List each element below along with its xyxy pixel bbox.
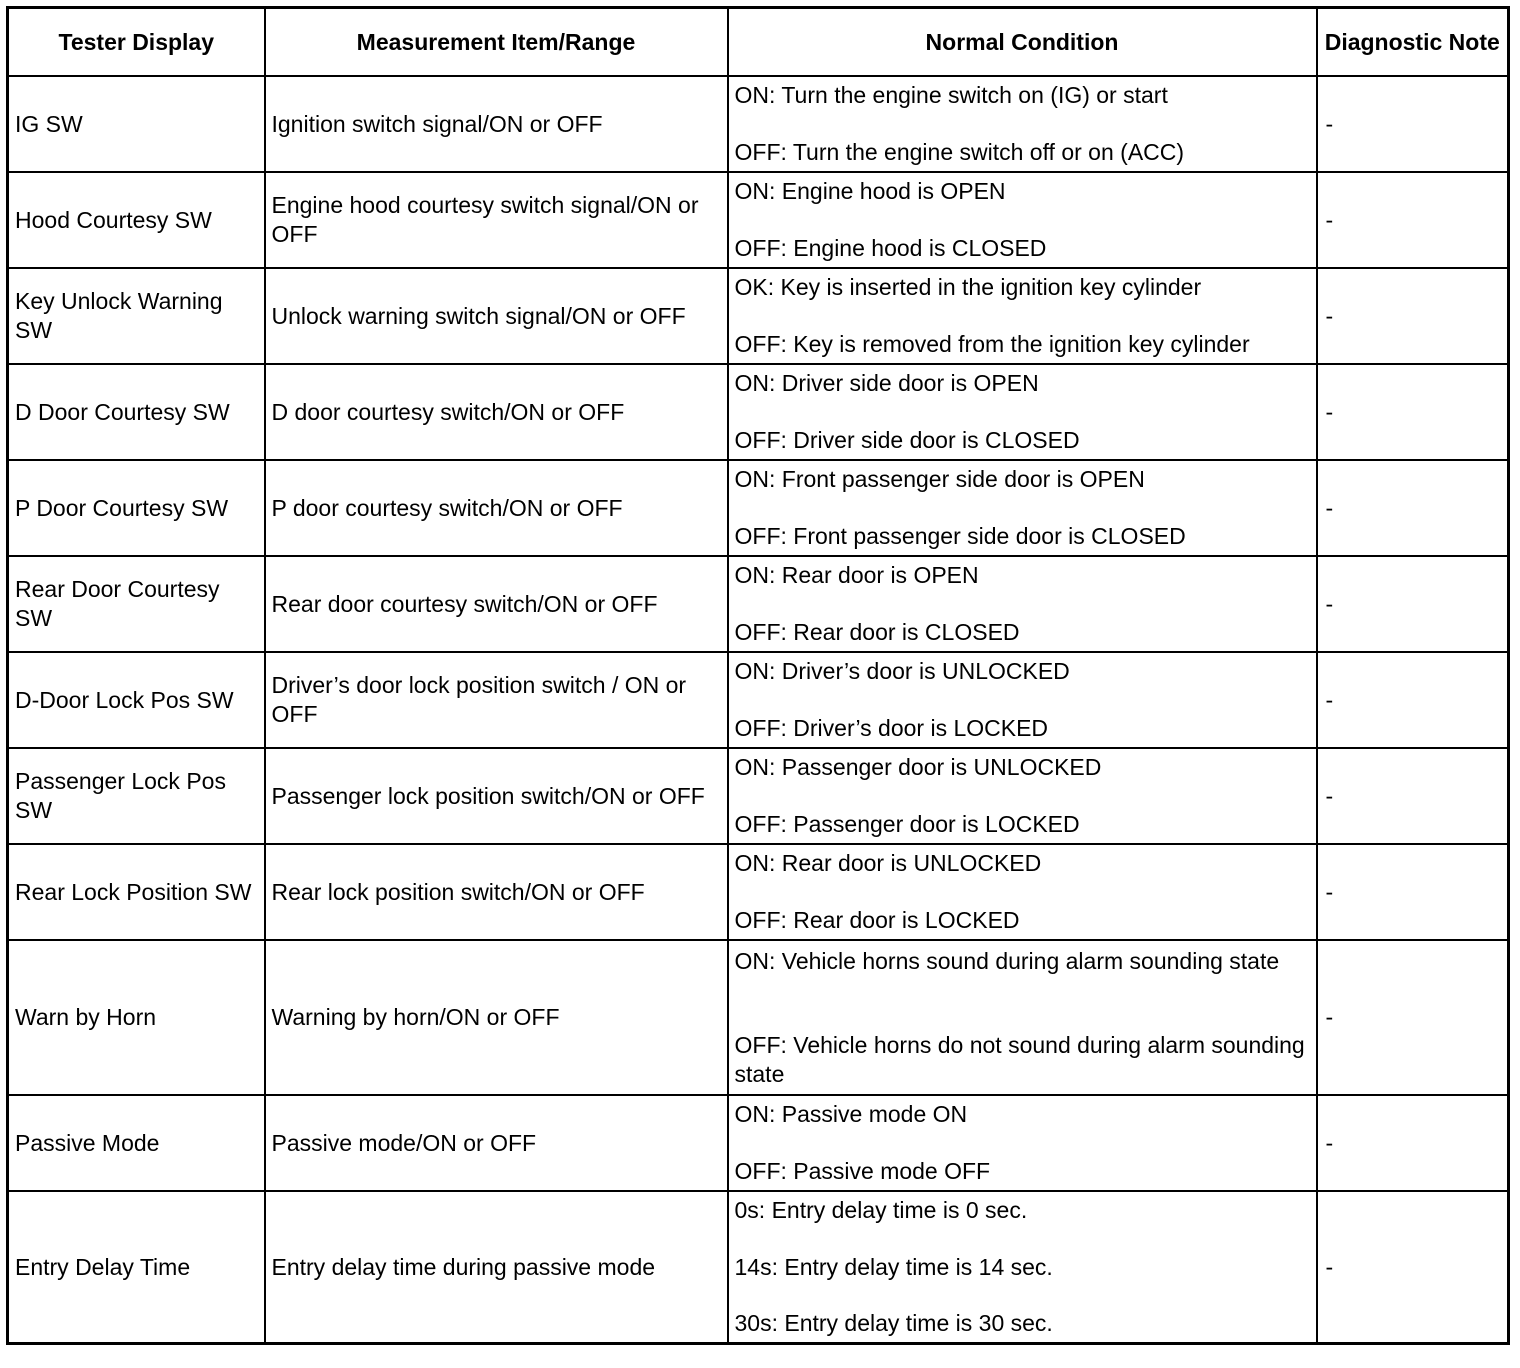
tester-display-cell: P Door Courtesy SW (8, 460, 265, 556)
condition-line: OFF: Rear door is LOCKED (734, 907, 1020, 933)
condition-line: ON: Front passenger side door is OPEN (734, 466, 1145, 492)
condition-line: ON: Rear door is UNLOCKED (734, 850, 1042, 876)
normal-condition-cell (728, 556, 1317, 652)
tester-display-cell: Passive Mode (8, 1095, 265, 1191)
condition-line: OFF: Passenger door is LOCKED (734, 811, 1080, 837)
diagnostic-note-cell: - (1317, 940, 1509, 1095)
measurement-cell: Engine hood courtesy switch signal/ON or OFF (265, 172, 728, 268)
measurement-cell: Passenger lock position switch/ON or OFF (265, 748, 728, 844)
tester-display-cell: D-Door Lock Pos SW (8, 652, 265, 748)
diagnostic-note-cell: - (1317, 1191, 1509, 1344)
table-row (8, 940, 1509, 1095)
table-header (8, 8, 1509, 77)
measurement-cell: Ignition switch signal/ON or OFF (265, 76, 728, 172)
measurement-cell: P door courtesy switch/ON or OFF (265, 460, 728, 556)
diagnostic-note-cell: - (1317, 556, 1509, 652)
normal-condition-cell (728, 940, 1317, 1095)
table-row (8, 268, 1509, 364)
data-list-table (6, 6, 1510, 1345)
condition-line: ON: Turn the engine switch on (IG) or start (734, 82, 1168, 108)
header-tester-display: Tester Display (8, 8, 265, 77)
normal-condition-cell (728, 1095, 1317, 1191)
condition-line: OFF: Driver’s door is LOCKED (734, 715, 1049, 741)
normal-condition-cell (728, 748, 1317, 844)
header-row (8, 8, 1509, 77)
tester-display-cell: Rear Door Courtesy SW (8, 556, 265, 652)
measurement-cell: Unlock warning switch signal/ON or OFF (265, 268, 728, 364)
diagnostic-note-cell: - (1317, 364, 1509, 460)
condition-line: ON: Engine hood is OPEN (734, 178, 1006, 204)
normal-condition-cell (728, 652, 1317, 748)
diagnostic-note-cell: - (1317, 1095, 1509, 1191)
condition-line: OFF: Passive mode OFF (734, 1158, 991, 1184)
measurement-cell: Passive mode/ON or OFF (265, 1095, 728, 1191)
tester-display-cell: D Door Courtesy SW (8, 364, 265, 460)
condition-line: OFF: Vehicle horns do not sound during alarm sounding state (734, 1031, 1305, 1087)
diagnostic-note-cell: - (1317, 460, 1509, 556)
table-row (8, 844, 1509, 940)
condition-line: OFF: Driver side door is CLOSED (734, 427, 1080, 453)
measurement-cell: D door courtesy switch/ON or OFF (265, 364, 728, 460)
normal-condition-cell (728, 172, 1317, 268)
header-normal-condition: Normal Condition (728, 8, 1317, 77)
tester-display-cell: Entry Delay Time (8, 1191, 265, 1344)
table-row (8, 460, 1509, 556)
condition-line: 14s: Entry delay time is 14 sec. (734, 1253, 1053, 1280)
normal-condition-cell (728, 460, 1317, 556)
normal-condition-cell (728, 844, 1317, 940)
measurement-cell: Rear door courtesy switch/ON or OFF (265, 556, 728, 652)
tester-display-cell: Warn by Horn (8, 940, 265, 1095)
tester-display-cell: Rear Lock Position SW (8, 844, 265, 940)
header-diagnostic-note: Diagnostic Note (1317, 8, 1509, 77)
condition-line: OK: Key is inserted in the ignition key cylinder (734, 274, 1202, 300)
condition-line: 30s: Entry delay time is 30 sec. (734, 1310, 1053, 1336)
tester-display-cell: IG SW (8, 76, 265, 172)
table-row (8, 556, 1509, 652)
table-row (8, 652, 1509, 748)
condition-line: OFF: Rear door is CLOSED (734, 619, 1020, 645)
condition-line: OFF: Turn the engine switch off or on (ACC) (734, 139, 1185, 165)
measurement-cell: Warning by horn/ON or OFF (265, 940, 728, 1095)
normal-condition-cell (728, 76, 1317, 172)
table-row (8, 748, 1509, 844)
table-row (8, 76, 1509, 172)
diagnostic-note-cell: - (1317, 268, 1509, 364)
diagnostic-note-cell: - (1317, 652, 1509, 748)
table-row (8, 364, 1509, 460)
table-row (8, 1191, 1509, 1344)
condition-line: 0s: Entry delay time is 0 sec. (734, 1197, 1028, 1223)
condition-line: ON: Passive mode ON (734, 1101, 968, 1127)
tester-display-cell: Key Unlock Warning SW (8, 268, 265, 364)
diagnostic-note-cell: - (1317, 748, 1509, 844)
normal-condition-cell (728, 364, 1317, 460)
table-row (8, 172, 1509, 268)
table-row (8, 1095, 1509, 1191)
header-measurement: Measurement Item/Range (265, 8, 728, 77)
table-body (8, 76, 1509, 1344)
condition-line: ON: Driver side door is OPEN (734, 370, 1039, 396)
tester-display-cell: Hood Courtesy SW (8, 172, 265, 268)
normal-condition-cell (728, 1191, 1317, 1344)
condition-line: ON: Driver’s door is UNLOCKED (734, 658, 1070, 684)
normal-condition-cell (728, 268, 1317, 364)
condition-line: ON: Vehicle horns sound during alarm sounding state (734, 947, 1280, 974)
condition-line: OFF: Front passenger side door is CLOSED (734, 523, 1186, 549)
measurement-cell: Entry delay time during passive mode (265, 1191, 728, 1344)
measurement-cell: Driver’s door lock position switch / ON or OFF (265, 652, 728, 748)
condition-line: OFF: Engine hood is CLOSED (734, 235, 1047, 261)
diagnostic-note-cell: - (1317, 172, 1509, 268)
condition-line: OFF: Key is removed from the ignition key cylinder (734, 331, 1250, 357)
diagnostic-note-cell: - (1317, 76, 1509, 172)
diagnostic-note-cell: - (1317, 844, 1509, 940)
condition-line: ON: Rear door is OPEN (734, 562, 979, 588)
measurement-cell: Rear lock position switch/ON or OFF (265, 844, 728, 940)
tester-display-cell: Passenger Lock Pos SW (8, 748, 265, 844)
condition-line: ON: Passenger door is UNLOCKED (734, 754, 1102, 780)
